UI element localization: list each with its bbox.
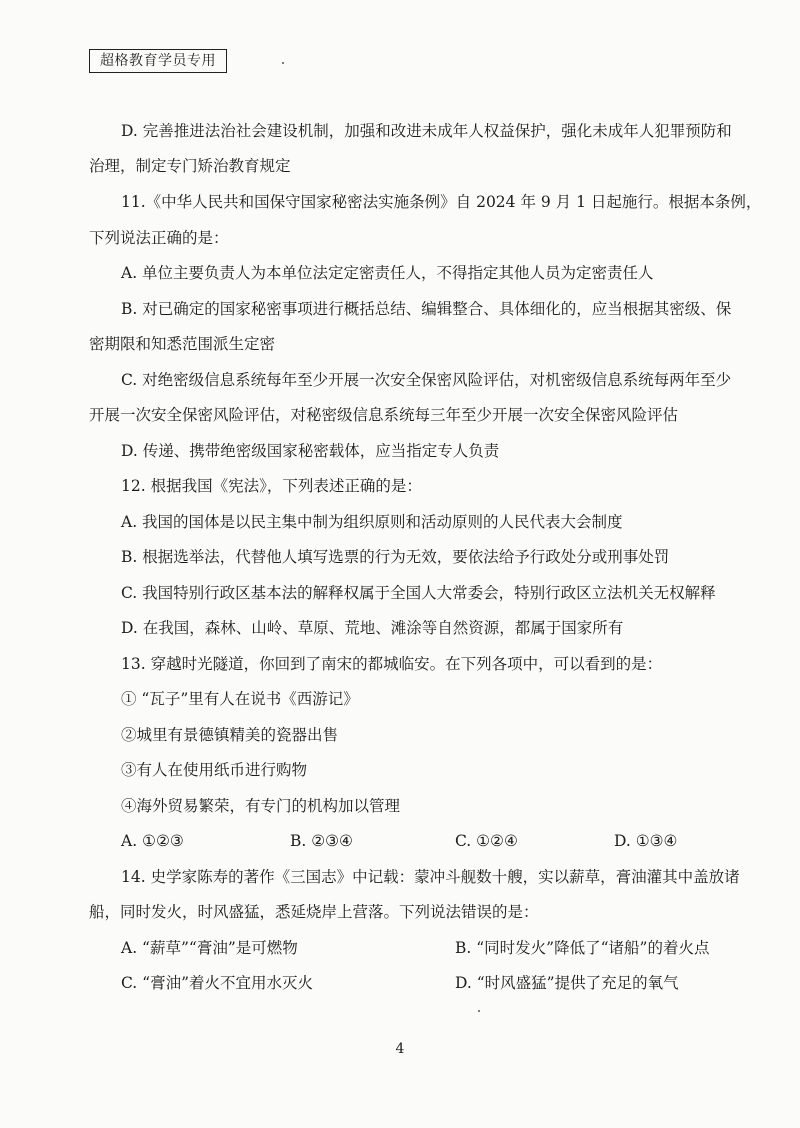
q10-option-d-line1: D. 完善推进法治社会建设机制，加强和改进未成年人权益保护，强化未成年人犯罪预防和 [121,122,732,140]
q13-item-4: ④海外贸易繁荣，有专门的机构加以管理 [121,797,401,815]
q11-option-c-line2: 开展一次安全保密风险评估，对秘密级信息系统每三年至少开展一次安全保密风险评估 [89,406,679,424]
q13-option-a: A. ①②③ [121,832,184,850]
page-number: 4 [395,1041,405,1057]
q11-option-b-line2: 密期限和知悉范围派生定密 [89,335,276,353]
q11-option-a: A. 单位主要负责人为本单位法定定密责任人，不得指定其他人员为定密责任人 [121,264,654,282]
q11-stem-line2: 下列说法正确的是： [89,229,229,247]
q14-option-d: D. “时风盛猛”提供了充足的氧气 [455,974,679,992]
q13-option-b: B. ②③④ [290,832,353,850]
q13-item-2: ②城里有景德镇精美的瓷器出售 [121,726,339,744]
q13-option-c: C. ①②④ [455,832,518,850]
q13-item-3: ③有人在使用纸币进行购物 [121,761,308,779]
q12-stem: 12. 根据我国《宪法》，下列表述正确的是： [121,477,422,495]
q11-stem-line1: 11.《中华人民共和国保守国家秘密法实施条例》自 2024 年 9 月 1 日起施行。根据本条例， [121,193,762,211]
q14-option-b: B. “同时发火”降低了“诸船”的着火点 [455,939,710,957]
q14-stem-line1: 14. 史学家陈寿的著作《三国志》中记载：蒙冲斗舰数十艘，实以薪草，膏油灌其中盖放诸 [121,868,740,886]
q12-option-a: A. 我国的国体是以民主集中制为组织原则和活动原则的人民代表大会制度 [121,513,623,531]
q10-option-d-line2: 治理，制定专门矫治教育规定 [89,157,291,175]
q13-stem: 13. 穿越时光隧道，你回到了南宋的都城临安。在下列各项中，可以看到的是： [121,655,663,673]
q12-option-b: B. 根据选举法，代替他人填写选票的行为无效，要依法给予行政处分或刑事处罚 [121,548,670,566]
scan-speck [282,62,284,64]
scan-speck [478,1010,480,1012]
q14-option-a: A. “薪草”“膏油”是可燃物 [121,939,298,957]
q11-option-c-line1: C. 对绝密级信息系统每年至少开展一次安全保密风险评估，对机密级信息系统每两年至少 [121,371,732,389]
q13-item-1: ① “瓦子”里有人在说书《西游记》 [121,690,359,708]
header-label-box: 超格教育学员专用 [89,49,227,73]
q12-option-c: C. 我国特别行政区基本法的解释权属于全国人大常委会，特别行政区立法机关无权解释 [121,584,716,602]
q14-option-c: C. “膏油”着火不宜用水灭火 [121,974,314,992]
q11-option-d: D. 传递、携带绝密级国家秘密载体，应当指定专人负责 [121,442,500,460]
q12-option-d: D. 在我国，森林、山岭、草原、荒地、滩涂等自然资源，都属于国家所有 [121,619,624,637]
q11-option-b-line1: B. 对已确定的国家秘密事项进行概括总结、编辑整合、具体细化的，应当根据其密级、保 [121,300,732,318]
q13-option-d: D. ①③④ [614,832,678,850]
q14-stem-line2: 船，同时发火，时风盛猛，悉延烧岸上营落。下列说法错误的是： [89,903,539,921]
